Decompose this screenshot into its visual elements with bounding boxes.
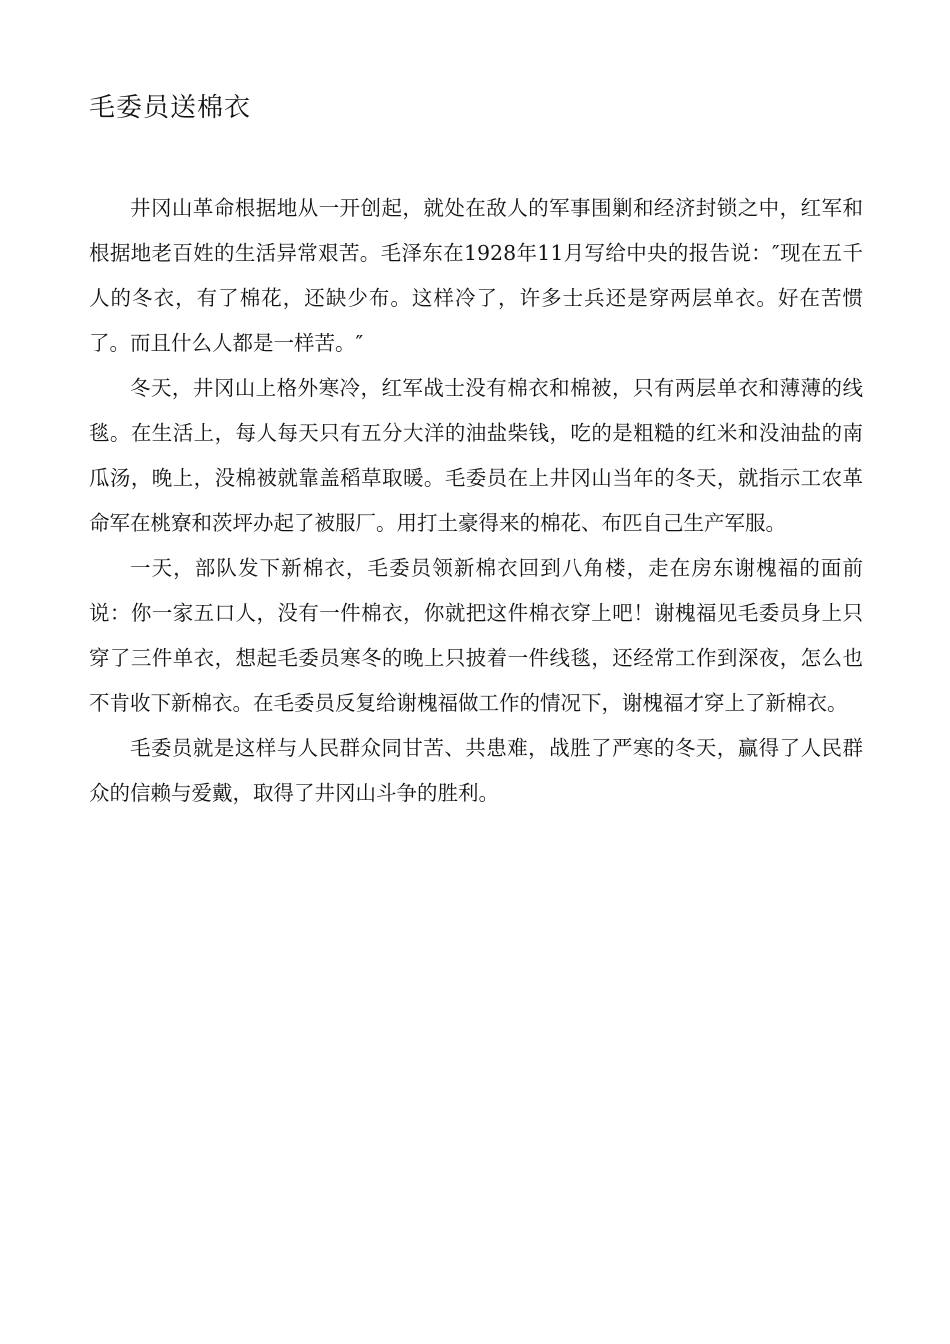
document-title: 毛委员送棉衣 [89,93,252,123]
paragraph-3: 一天，部队发下新棉衣，毛委员领新棉衣回到八角楼，走在房东谢槐福的面前说：你一家五口人，没有一件棉衣，你就把这件棉衣穿上吧！谢槐福见毛委员身上只穿了三件单衣，想起毛委员寒冬的晚上只披着一件线毯，还经常工作到深夜，怎么也不肯收下新棉衣。在毛委员反复给谢槐福做工作的情况下，谢槐福才穿上了新棉衣。 [89,556,863,715]
paragraph-2: 冬天，井冈山上格外寒冷，红军战士没有棉衣和棉被，只有两层单衣和薄薄的线毯。在生活上，每人每天只有五分大洋的油盐柴钱，吃的是粗糙的红米和没油盐的南瓜汤，晚上，没棉被就靠盖稻草取暖。毛委员在上井冈山当年的冬天，就指示工农革命军在桃寮和茨坪办起了被服厂。用打土豪得来的棉花、布匹自己生产军服。 [89,376,863,535]
paragraph-1: 井冈山革命根据地从一开创起，就处在敌人的军事围剿和经济封锁之中，红军和根据地老百姓的生活异常艰苦。毛泽东在1928年11月写给中央的报告说：″现在五千人的冬衣，有了棉花，还缺少布。这样冷了，许多士兵还是穿两层单衣。好在苦惯了。而且什么人都是一样苦。″ [89,196,863,355]
paragraph-4: 毛委员就是这样与人民群众同甘苦、共患难，战胜了严寒的冬天，赢得了人民群众的信赖与爱戴，取得了井冈山斗争的胜利。 [89,736,863,805]
document-body [89,186,863,816]
